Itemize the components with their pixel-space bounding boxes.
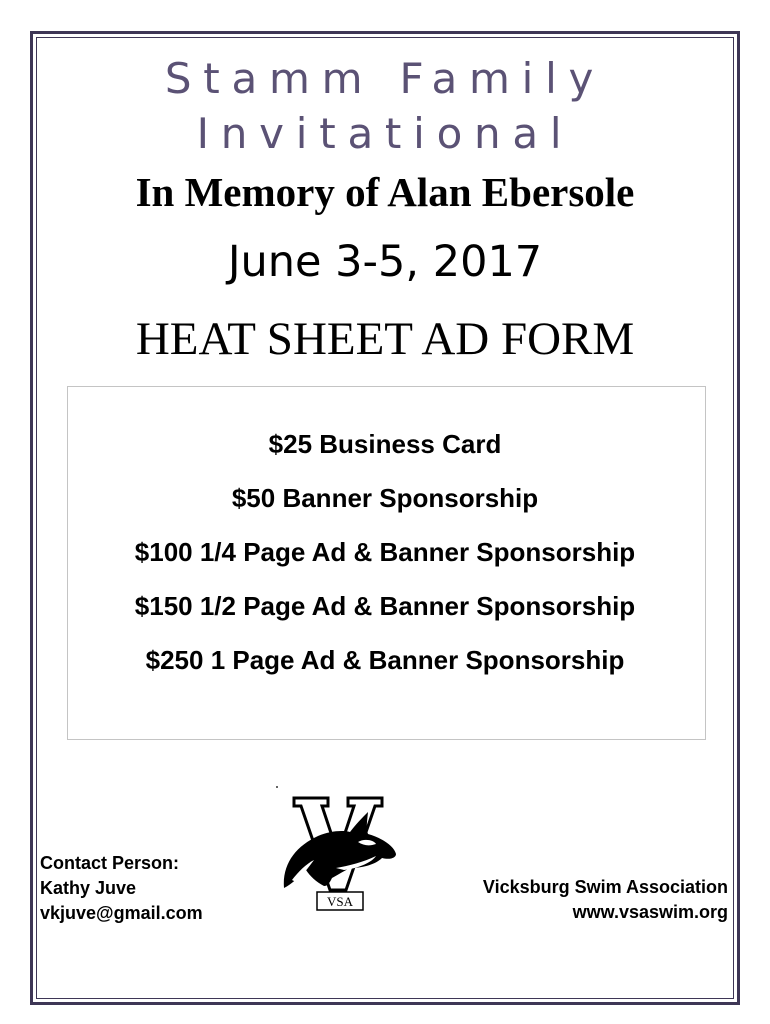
vsa-orca-logo — [272, 784, 402, 916]
memorial-subtitle: In Memory of Alan Ebersole — [135, 169, 635, 215]
vsa-plate-text: VSA — [326, 894, 354, 909]
price-option: $250 1 Page Ad & Banner Sponsorship — [145, 645, 625, 675]
event-dates: June 3-5, 2017 — [227, 237, 543, 287]
price-option: $50 Banner Sponsorship — [231, 483, 539, 513]
event-title-line1: Stamm Family — [164, 54, 606, 103]
organization-website: www.vsaswim.org — [572, 902, 728, 922]
contact-email: vkjuve@gmail.com — [40, 903, 203, 923]
contact-block — [40, 851, 203, 926]
organization-block — [483, 875, 728, 925]
contact-label: Contact Person: — [40, 853, 180, 873]
form-title: HEAT SHEET AD FORM — [135, 313, 635, 365]
price-option: $25 Business Card — [268, 429, 502, 459]
organization-name: Vicksburg Swim Association — [482, 877, 728, 897]
price-option: $150 1/2 Page Ad & Banner Sponsorship — [134, 591, 636, 621]
event-title-line2: Invitational — [196, 109, 574, 158]
price-option: $100 1/4 Page Ad & Banner Sponsorship — [134, 537, 636, 567]
contact-name: Kathy Juve — [40, 878, 137, 898]
